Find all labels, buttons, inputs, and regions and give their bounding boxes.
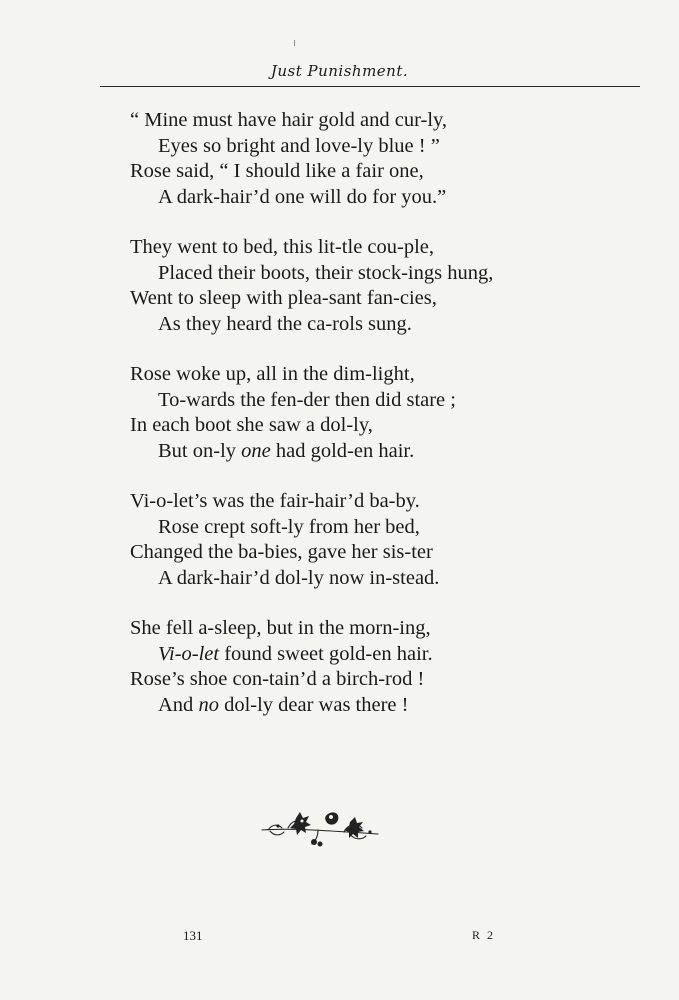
running-head: Just Punishment. — [270, 62, 409, 80]
emphasized-word: no — [198, 693, 219, 716]
page-number: 131 — [183, 928, 203, 943]
poem-line: They went to bed, this lit-tle cou-ple, — [130, 236, 435, 258]
line-text: had gold-en hair. — [270, 439, 415, 462]
stanza — [130, 235, 650, 337]
poem-line — [130, 642, 650, 668]
print-mark — [294, 40, 295, 46]
poem-line: Rose woke up, all in the dim-light, — [130, 363, 415, 385]
header-rule — [100, 86, 640, 87]
poem-line: Rose’s shoe con-tain’d a birch-rod ! — [130, 668, 425, 690]
line-text: But on-ly — [158, 439, 242, 462]
signature-mark: R 2 — [472, 928, 496, 942]
poem-line: Vi-o-let’s was the fair-hair’d ba-by. — [130, 490, 420, 512]
poem-line: Rose said, “ I should like a fair one, — [130, 160, 424, 182]
poem-line: In each boot she saw a dol-ly, — [130, 414, 373, 436]
stanza — [130, 108, 650, 210]
line-text: dol-ly dear was there ! — [218, 693, 409, 716]
poem-line: A dark-hair’d dol-ly now in-stead. — [158, 566, 440, 589]
stanza — [130, 616, 650, 718]
floral-vignette-icon — [258, 804, 382, 848]
poem-line: Went to sleep with plea-sant fan-cies, — [130, 287, 437, 309]
poem-line — [130, 439, 650, 465]
poem-line: Changed the ba-bies, gave her sis-ter — [130, 541, 433, 563]
poem-line — [130, 693, 650, 719]
line-text: found sweet gold-en hair. — [219, 642, 433, 665]
poem-line: Eyes so bright and love-ly blue ! ” — [158, 134, 440, 157]
poem — [130, 108, 650, 743]
poem-line: “ Mine must have hair gold and cur-ly, — [130, 109, 448, 131]
poem-line: A dark-hair’d one will do for you.” — [158, 185, 447, 208]
emphasized-word: one — [241, 439, 271, 462]
poem-line: Rose crept soft-ly from her bed, — [158, 515, 420, 538]
poem-line: As they heard the ca-rols sung. — [158, 312, 412, 335]
stanza — [130, 489, 650, 591]
poem-line: To-wards the fen-der then did stare ; — [158, 388, 456, 411]
line-text: And — [158, 693, 199, 716]
poem-line: She fell a-sleep, but in the morn-ing, — [130, 617, 431, 639]
emphasized-word: Vi-o-let — [158, 642, 220, 665]
poem-line: Placed their boots, their stock-ings hung, — [158, 261, 494, 284]
stanza — [130, 362, 650, 464]
